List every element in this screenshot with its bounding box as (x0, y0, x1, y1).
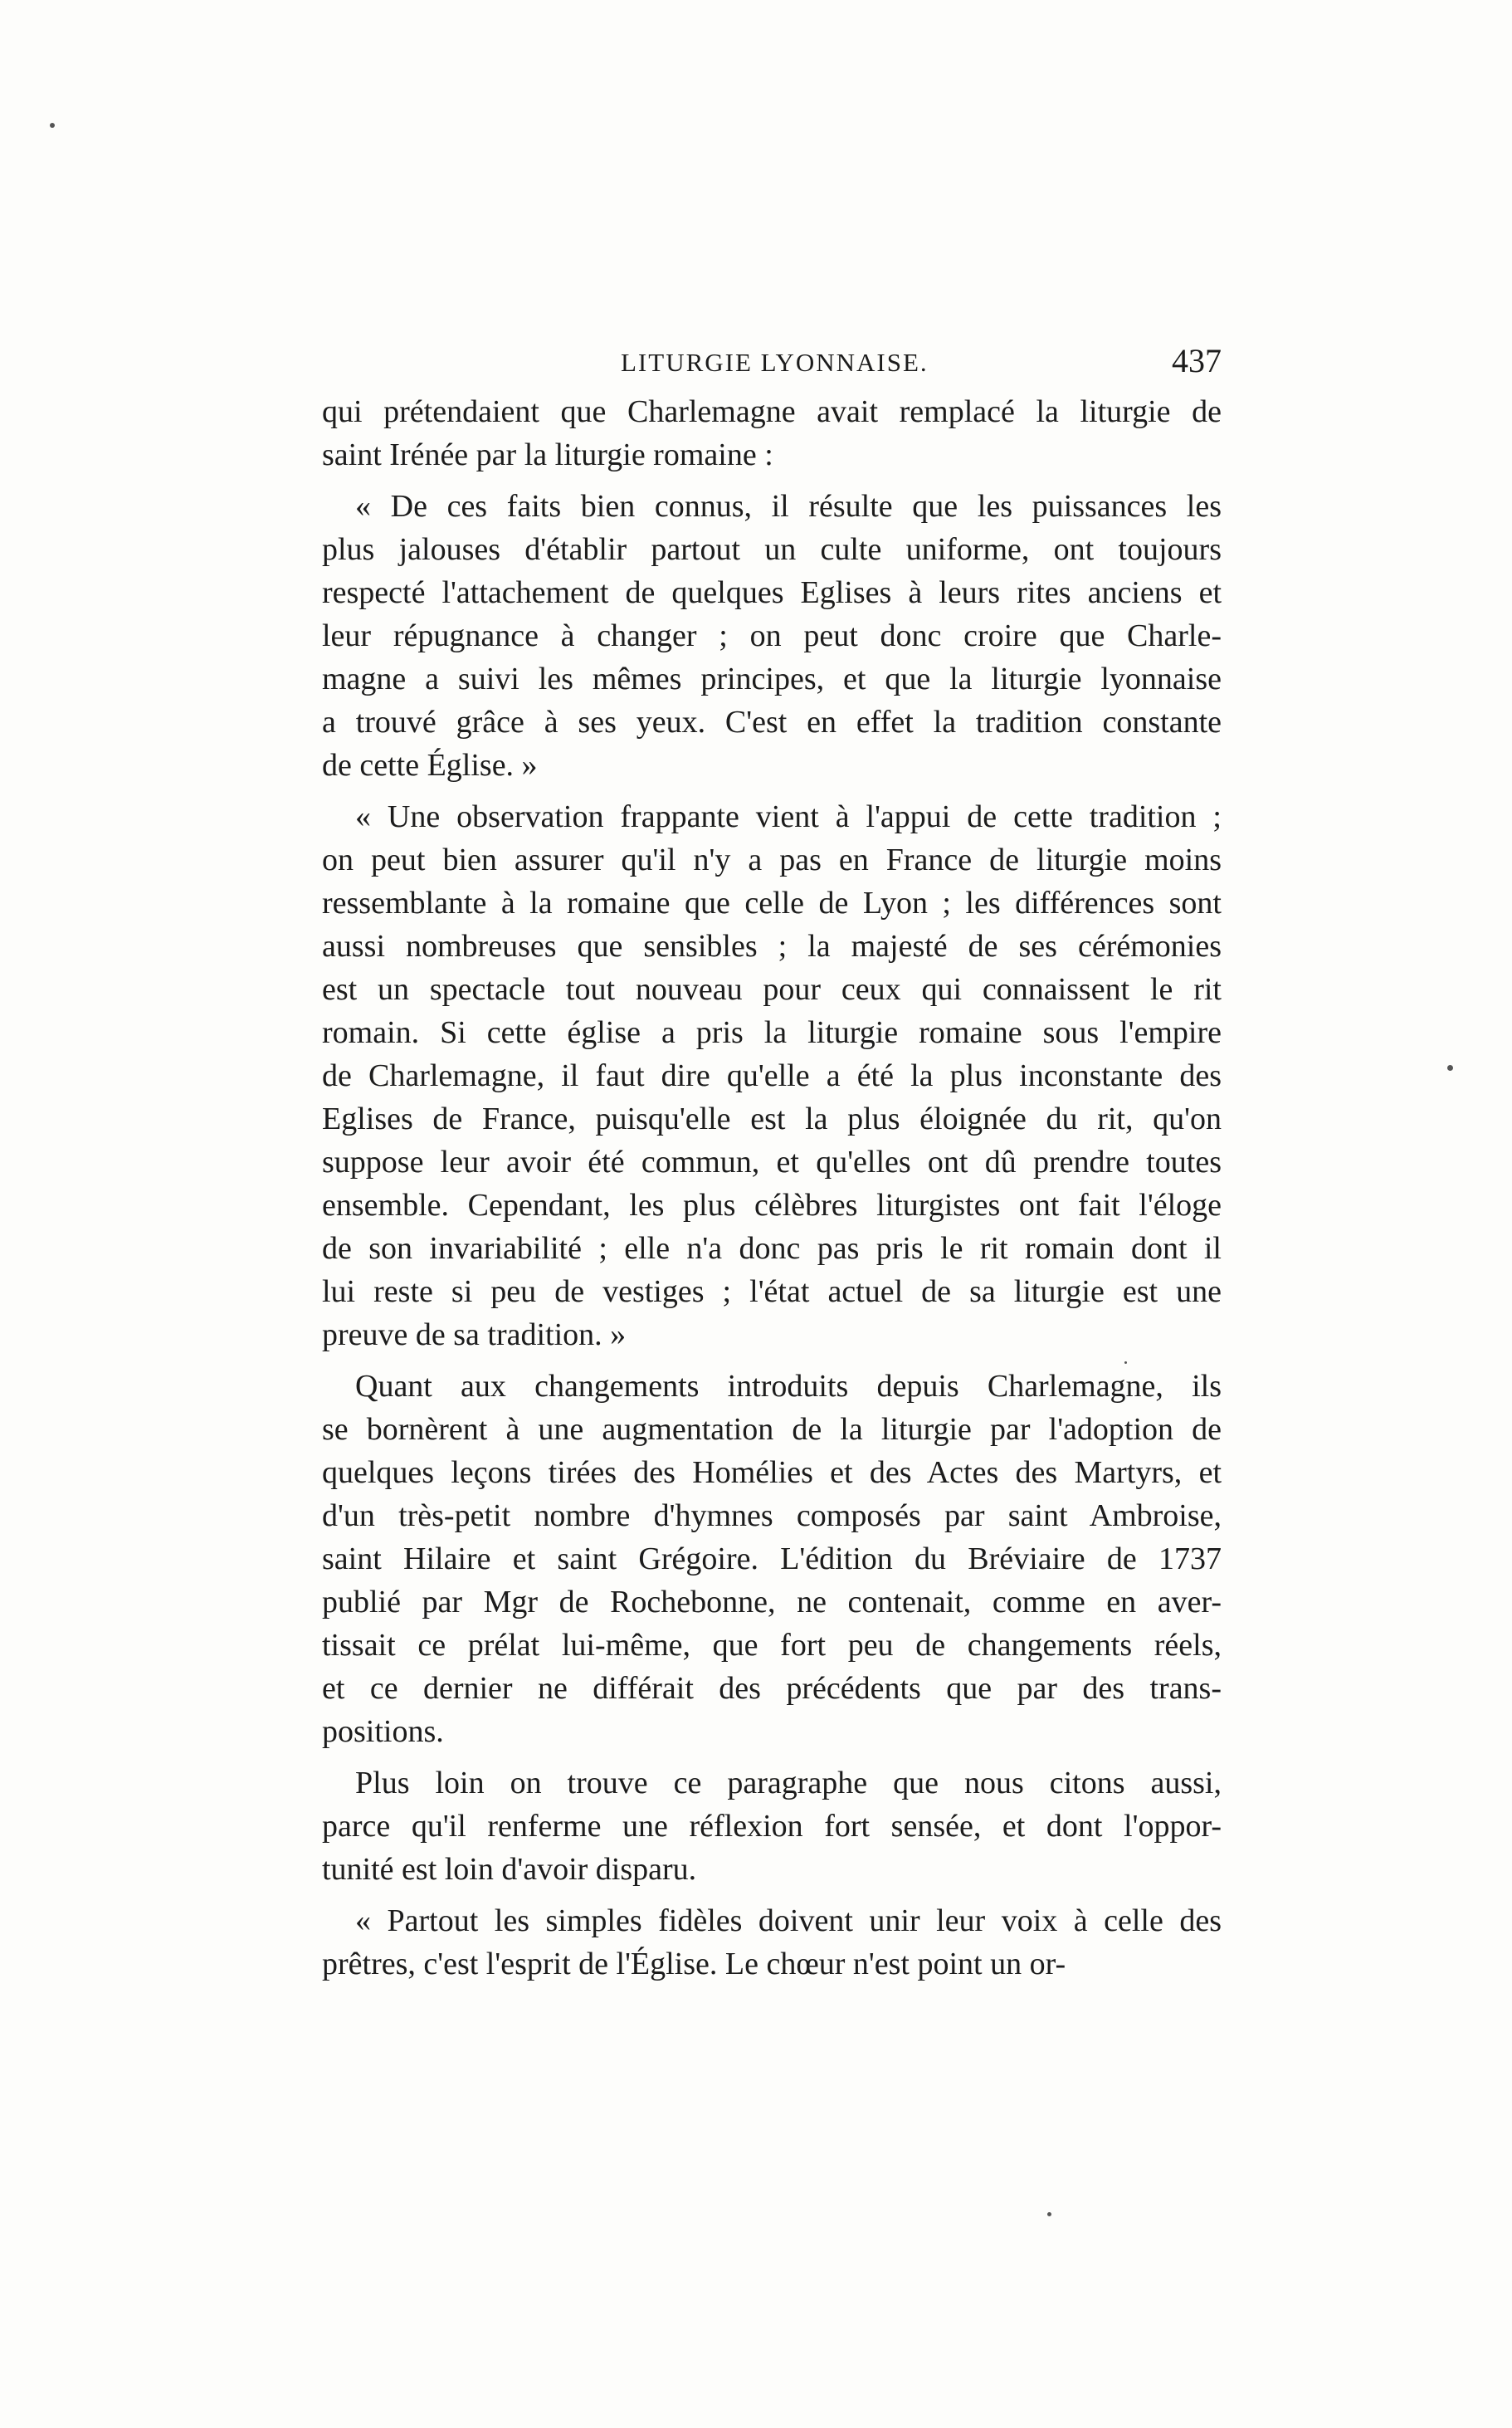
text-line: ensemble. Cependant, les plus célèbres liturgistes ont fait l'éloge (322, 1188, 1222, 1223)
page-header (322, 336, 1222, 386)
text-line: d'un très-petit nombre d'hymnes composés par saint Ambroise, (322, 1498, 1222, 1533)
text-line: ressemblante à la romaine que celle de Lyon ; les différences sont (322, 886, 1222, 921)
text-line: saint Hilaire et saint Grégoire. L'édition du Bréviaire de 1737 (322, 1541, 1222, 1576)
text-line: tunité est loin d'avoir disparu. (322, 1852, 697, 1887)
text-line: de Charlemagne, il faut dire qu'elle a été la plus inconstante des (322, 1058, 1222, 1093)
ink-speck (1447, 1065, 1453, 1071)
text-line: a trouvé grâce à ses yeux. C'est en effet la tradition constante (322, 705, 1222, 740)
paragraph-gap (322, 787, 1222, 795)
text-line: et ce dernier ne différait des précédents que par des trans- (322, 1671, 1222, 1706)
text-line: tissait ce prélat lui-même, que fort peu de changements réels, (322, 1628, 1222, 1663)
text-line: se bornèrent à une augmentation de la liturgie par l'adoption de (322, 1412, 1222, 1447)
text-line: on peut bien assurer qu'il n'y a pas en France de liturgie moins (322, 843, 1222, 877)
text-line: leur répugnance à changer ; on peut donc croire que Charle- (322, 618, 1222, 653)
paragraph-gap (322, 1891, 1222, 1899)
text-line: preuve de sa tradition. » (322, 1317, 627, 1352)
text-line: de cette Église. » (322, 748, 538, 783)
text-line: quelques leçons tirées des Homélies et des Actes des Martyrs, et (322, 1455, 1222, 1490)
running-title: LITURGIE LYONNAISE. (621, 348, 929, 377)
text-line: publié par Mgr de Rochebonne, ne contenait, comme en aver- (322, 1585, 1222, 1619)
text-line: romain. Si cette église a pris la liturgie romaine sous l'empire (322, 1015, 1222, 1050)
ink-speck (50, 123, 55, 128)
text-line: aussi nombreuses que sensibles ; la majesté de ses cérémonies (322, 929, 1222, 964)
text-line: de son invariabilité ; elle n'a donc pas pris le rit romain dont il (322, 1231, 1222, 1266)
text-line: saint Irénée par la liturgie romaine : (322, 437, 773, 472)
text-line: plus jalouses d'établir partout un culte uniforme, ont toujours (322, 532, 1222, 567)
text-line: « Partout les simples fidèles doivent unir leur voix à celle des (355, 1903, 1222, 1938)
paragraph-gap (322, 1753, 1222, 1761)
paragraph-gap (322, 476, 1222, 485)
text-line: Plus loin on trouve ce paragraphe que nous citons aussi, (355, 1766, 1222, 1800)
body-text (322, 390, 1222, 1986)
text-line: « Une observation frappante vient à l'appui de cette tradition ; (355, 799, 1222, 834)
text-line: Quant aux changements introduits depuis Charlemagne, ils (355, 1369, 1222, 1404)
text-line: prêtres, c'est l'esprit de l'Église. Le chœur n'est point un or- (322, 1947, 1066, 1981)
paragraph-gap (322, 1356, 1222, 1365)
ink-speck (1047, 2212, 1051, 2216)
page-number: 437 (1172, 342, 1222, 379)
text-line: lui reste si peu de vestiges ; l'état actuel de sa liturgie est une (322, 1274, 1222, 1309)
text-line: positions. (322, 1714, 444, 1749)
text-line: est un spectacle tout nouveau pour ceux qui connaissent le rit (322, 972, 1222, 1007)
text-line: magne a suivi les mêmes principes, et que la liturgie lyonnaise (322, 662, 1222, 696)
text-line: suppose leur avoir été commun, et qu'elles ont dû prendre toutes (322, 1145, 1222, 1180)
text-line: parce qu'il renferme une réflexion fort sensée, et dont l'oppor- (322, 1809, 1222, 1844)
text-line: Eglises de France, puisqu'elle est la plus éloignée du rit, qu'on (322, 1102, 1222, 1136)
text-line: qui prétendaient que Charlemagne avait remplacé la liturgie de (322, 394, 1222, 429)
text-line: « De ces faits bien connus, il résulte que les puissances les (355, 489, 1222, 524)
text-line: respecté l'attachement de quelques Eglises à leurs rites anciens et (322, 575, 1222, 610)
